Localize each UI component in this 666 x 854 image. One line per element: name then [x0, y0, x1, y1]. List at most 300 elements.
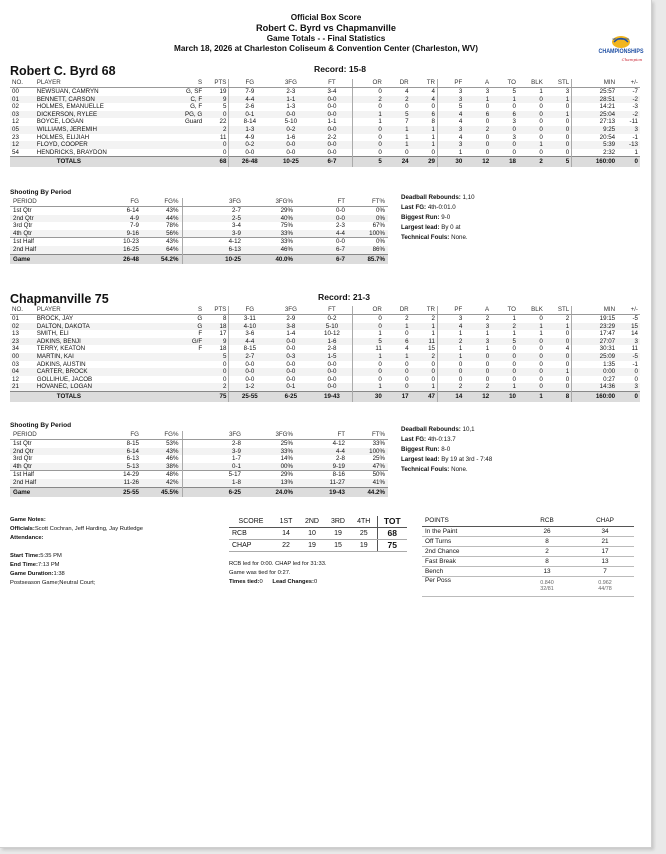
period-cell: 100% [348, 448, 388, 456]
player-cell: BROCK, JAY [36, 315, 74, 322]
player-cell: 4-10 [229, 323, 270, 331]
player-cell: 03 [10, 111, 35, 119]
player-cell: 0 [431, 148, 435, 156]
totals-cell: 5 [545, 157, 572, 168]
player-cell: 1-6 [286, 133, 296, 141]
lead-changes: 0 [313, 579, 318, 585]
period-cell: 4th Qtr [10, 463, 80, 471]
player-cell: 1 [431, 133, 435, 141]
team1-notes [401, 193, 475, 243]
player-cell: 2-2 [327, 133, 337, 141]
player-cell: 0 [464, 368, 491, 376]
player-cell: 1 [411, 141, 438, 149]
player-cell: Guard [184, 118, 203, 126]
player-cell: 0-0 [270, 368, 311, 376]
team2-title: Chapmanville 75 [10, 292, 109, 306]
period-game-cell: 6-7 [296, 254, 348, 264]
player-cell: 18 [204, 323, 229, 331]
player-cell: -13 [617, 141, 640, 149]
player-cell: 0-0 [312, 111, 353, 119]
player-cell: 19:15 [572, 315, 617, 323]
player-cell [159, 376, 204, 384]
player-cell: FLOYD, COOPER [35, 141, 159, 149]
player-row [10, 315, 640, 323]
player-cell [159, 353, 204, 361]
player-cell: 18 [219, 345, 227, 353]
points-cell: Bench [422, 566, 518, 576]
period-cell: 3-9 [182, 448, 244, 456]
player-row [10, 141, 640, 149]
period-cell: 100% [348, 230, 388, 238]
player-cell: 0 [545, 126, 572, 134]
player-cell: 20:54 [572, 134, 617, 142]
points-col-header: CHAP [576, 516, 634, 526]
period-game-row [10, 487, 388, 497]
player-cell: 2-9 [286, 315, 296, 322]
player-cell: 17 [219, 330, 227, 338]
player-cell: 4 [437, 134, 464, 142]
team1-box-table [10, 79, 640, 167]
totals-cell: 18 [491, 157, 518, 168]
period-game-cell: 44.2% [348, 487, 388, 497]
player-cell: 11 [411, 338, 438, 346]
team-note [401, 193, 475, 203]
player-cell: 5 [491, 338, 518, 346]
points-cell: 17 [576, 546, 634, 556]
player-cell: 2-3 [286, 88, 296, 95]
player-cell: 0 [518, 126, 545, 134]
player-cell: 0 [431, 103, 435, 111]
player-cell: 0 [353, 88, 384, 96]
player-cell: 4 [437, 323, 464, 331]
points-cell: 13 [576, 556, 634, 566]
game-misc: Postseason Game;Neutral Court; [10, 580, 96, 586]
player-cell: 1 [384, 126, 411, 134]
player-cell: 3 [617, 383, 640, 391]
per-poss-value: 0.962 [598, 580, 612, 586]
player-cell: 3-8 [270, 323, 311, 331]
period-cell: 2nd Half [10, 479, 80, 487]
player-cell [159, 134, 204, 142]
attendance-label: Attendance: [10, 535, 44, 541]
period-cell: 3rd Qtr [13, 222, 33, 230]
player-cell: 4-4 [229, 338, 270, 346]
player-cell: G, SF [185, 88, 203, 95]
period-col-header: 3FG [182, 198, 244, 207]
period-cell: 3rd Qtr [13, 455, 33, 463]
period-cell: 42% [142, 479, 182, 487]
player-cell: 3 [464, 338, 491, 346]
period-cell: 1st Half [10, 471, 80, 479]
player-cell: 11 [353, 345, 384, 353]
player-row [10, 383, 640, 391]
player-row [10, 111, 640, 119]
player-cell: 0 [485, 148, 490, 156]
period-row [10, 448, 388, 456]
period-cell: 11-27 [296, 479, 348, 487]
box-col-header: BLK [518, 79, 545, 88]
box-col-header: FT [312, 306, 353, 315]
score-cell: 22 [273, 539, 299, 551]
period-row [10, 230, 388, 238]
player-cell: G [159, 323, 204, 331]
period-cell: 33% [244, 448, 296, 456]
per-poss-cell [518, 576, 576, 596]
totals-cell: 0 [617, 157, 640, 168]
score-cell: CHAP [229, 539, 273, 551]
box-col-header: A [464, 79, 491, 88]
period-cell: 2-8 [182, 440, 244, 448]
player-cell: HOVANEC, LOGAN [35, 383, 159, 391]
player-cell [159, 368, 204, 376]
player-cell: 6 [384, 338, 411, 346]
player-cell: 0 [539, 345, 543, 353]
period-cell: 3-4 [182, 222, 244, 230]
period-cell: 8-16 [296, 471, 348, 479]
logo-main-text: CHAMPIONSHIPS [598, 48, 644, 55]
period-cell: 33% [372, 440, 385, 447]
player-cell: 0 [565, 118, 570, 126]
player-cell: 0 [431, 360, 435, 368]
box-col-header: NO. [10, 306, 35, 315]
box-col-header: MIN [572, 306, 617, 315]
player-cell: 34 [12, 345, 19, 353]
player-cell: 23:29 [572, 323, 617, 331]
player-cell: 0-1 [270, 383, 311, 391]
period-cell: 00% [244, 463, 296, 471]
box-col-header: PLAYER [35, 306, 159, 315]
points-row [422, 546, 634, 556]
player-cell: 0-0 [286, 375, 296, 383]
player-cell: 1 [353, 118, 384, 126]
player-cell: 1 [411, 126, 438, 134]
player-cell: 6 [464, 111, 491, 119]
points-table [422, 516, 634, 597]
player-cell: 2-6 [229, 103, 270, 111]
player-cell: 0 [539, 375, 543, 383]
score-col-header: 2ND [299, 516, 325, 527]
player-cell: 0-2 [229, 141, 270, 149]
box-col-header: 3FG [270, 306, 311, 315]
player-cell: -5 [617, 353, 640, 361]
player-cell: 23 [10, 338, 35, 346]
totals-cell: 160:00 [572, 391, 617, 402]
player-cell: 1 [384, 141, 411, 149]
player-cell: 0 [485, 375, 490, 383]
player-cell: 0-0 [286, 345, 296, 353]
player-cell: -1 [632, 360, 638, 368]
totals-cell: 6-25 [270, 391, 311, 402]
period-col-header: FG [80, 198, 142, 207]
player-cell: 3 [437, 126, 464, 134]
team-note-value: 10,1 [460, 426, 475, 433]
points-cell: Fast Break [422, 556, 518, 566]
player-cell: MARTIN, KAI [35, 353, 159, 361]
points-col-header: RCB [518, 516, 576, 526]
score-cell: 19 [351, 539, 377, 551]
totals-cell: 24 [384, 157, 411, 168]
player-cell: 1-4 [286, 330, 296, 338]
player-cell: 0 [485, 118, 490, 126]
player-cell: 0 [204, 111, 229, 119]
player-cell: TERRY, KEATON [36, 345, 86, 353]
period-col-header: FT [296, 198, 348, 207]
box-col-header: TO [491, 306, 518, 315]
box-col-header: TR [411, 306, 438, 315]
period-col-header: 3FG% [244, 431, 296, 440]
period-col-header: FT% [348, 198, 388, 207]
box-col-header: DR [384, 306, 411, 315]
period-row [10, 440, 388, 448]
player-cell: 0 [464, 141, 491, 149]
player-cell: 1-5 [312, 353, 353, 361]
player-cell: 25:04 [572, 111, 617, 119]
player-cell: 02 [12, 103, 19, 111]
box-col-header: S [159, 306, 204, 315]
period-cell: 0% [348, 215, 388, 223]
team-note-value: 1,10 [460, 194, 475, 201]
period-row [10, 463, 388, 471]
period-row [10, 479, 388, 487]
player-cell: 01 [10, 96, 35, 104]
period-cell: 1st Half [10, 238, 80, 246]
player-cell: 0:27 [572, 376, 617, 384]
period-cell: 29% [244, 471, 296, 479]
period-cell: 2-5 [182, 215, 244, 223]
period-cell: 4-4 [296, 448, 348, 456]
player-row [10, 126, 640, 134]
points-cell: 21 [576, 536, 634, 546]
player-cell [159, 126, 204, 134]
period-cell: 2nd Half [10, 246, 80, 254]
player-cell: 1 [545, 368, 572, 376]
period-game-cell: 54.2% [142, 254, 182, 264]
period-cell: 33% [244, 230, 296, 238]
player-cell: 6 [491, 111, 518, 119]
player-cell: 2 [485, 315, 490, 322]
box-header-row [10, 306, 640, 315]
period-game-row [10, 254, 388, 264]
totals-cell [159, 391, 204, 402]
team-note-value: None. [449, 234, 468, 241]
period-col-header: FG% [142, 198, 182, 207]
period-game-cell: 25-55 [80, 487, 142, 497]
player-cell: 0 [485, 133, 490, 141]
score-cell: RCB [229, 527, 273, 539]
totals-cell: 29 [411, 157, 438, 168]
player-cell: 3 [437, 88, 464, 96]
totals-cell: 6-7 [312, 157, 353, 168]
player-cell: -1 [632, 133, 638, 141]
player-cell: 19 [219, 88, 227, 95]
lead-summary: RCB led for 0:00. CHAP led for 31:33. [229, 561, 327, 567]
player-cell: 0 [545, 338, 572, 346]
score-row [229, 539, 407, 551]
team1-record: Record: 15-8 [314, 64, 367, 74]
team1-shooting-title: Shooting By Period [10, 189, 72, 196]
team-note-label: Last FG: [401, 204, 427, 211]
period-cell: 4-4 [296, 230, 348, 238]
player-cell: 0 [565, 133, 570, 141]
team-note [401, 233, 475, 243]
box-col-header: +/- [617, 79, 640, 88]
team-note-value: By 19 at 3rd - 7:48 [439, 456, 493, 463]
player-row [10, 338, 640, 346]
player-cell: 1-3 [286, 103, 296, 111]
totals-cell: 68 [204, 157, 229, 168]
player-row [10, 345, 640, 353]
player-cell: 12 [10, 141, 35, 149]
player-cell: 0 [518, 338, 545, 346]
player-cell: 0 [405, 148, 409, 156]
player-cell: 10-12 [324, 330, 340, 338]
player-cell: 7 [405, 118, 409, 126]
period-cell: 1-8 [182, 479, 244, 487]
player-row [10, 134, 640, 142]
team-note [401, 203, 475, 213]
period-game-cell: Game [10, 487, 80, 497]
totals-cell: 26-48 [229, 157, 270, 168]
player-cell: 2 [405, 315, 409, 322]
per-poss-cell [576, 576, 634, 596]
game-notes [10, 516, 220, 588]
totals-cell: 12 [464, 157, 491, 168]
player-cell: 0 [518, 96, 545, 104]
player-cell: 14:36 [572, 383, 617, 391]
player-cell: 1 [384, 323, 411, 331]
player-cell: 7-9 [229, 88, 270, 96]
player-cell: 00 [12, 88, 19, 95]
player-cell: 0 [353, 368, 384, 376]
box-col-header: PTS [204, 306, 229, 315]
totals-cell: TOTALS [35, 391, 159, 402]
period-cell: 5-17 [182, 471, 244, 479]
player-cell: 4 [405, 345, 409, 353]
totals-cell: 5 [353, 157, 384, 168]
totals-cell: 12 [464, 391, 491, 402]
player-cell: 0 [512, 360, 516, 368]
per-poss-row [422, 576, 634, 596]
player-cell: 2 [431, 315, 435, 322]
player-cell: 1 [437, 345, 464, 353]
period-game-cell: 45.5% [142, 487, 182, 497]
player-cell: 0 [512, 148, 516, 156]
logo-script-text: Champion [621, 57, 643, 62]
period-cell: 2nd Qtr [10, 448, 80, 456]
player-cell: 2 [204, 383, 229, 391]
score-cell: 75 [377, 539, 407, 551]
box-col-header: BLK [518, 306, 545, 315]
player-row [10, 88, 640, 96]
score-cell: 15 [325, 539, 351, 551]
player-cell: 0 [565, 360, 570, 368]
team-note-label: Biggest Run: [401, 214, 440, 221]
team-note-value: By 0 at [439, 224, 461, 231]
period-cell: 0-0 [296, 215, 348, 223]
player-cell: 4-4 [229, 96, 270, 104]
player-cell: HOLMES, ELIJIAH [36, 133, 90, 141]
box-col-header: TO [491, 79, 518, 88]
player-cell: 5 [204, 353, 229, 361]
team-note [401, 223, 475, 233]
player-cell: 8-14 [229, 118, 270, 126]
period-cell: 10-23 [80, 238, 142, 246]
player-row [10, 96, 640, 104]
report-header [0, 13, 652, 55]
points-cell: 8 [518, 536, 576, 546]
totals-cell: 160:00 [572, 157, 617, 168]
player-cell: 5-10 [284, 118, 298, 126]
period-game-cell: 40.0% [244, 254, 296, 264]
per-poss-fraction: 32/81 [540, 586, 554, 592]
box-col-header: PLAYER [35, 79, 159, 88]
player-cell: 17:47 [572, 330, 617, 338]
box-col-header: OR [353, 79, 384, 88]
player-cell: 1 [353, 111, 384, 119]
team-note-label: Technical Fouls: [401, 234, 450, 241]
team-note-value: 8-0 [439, 446, 451, 453]
player-cell: 14:21 [572, 103, 617, 111]
player-cell: 1-1 [270, 96, 311, 104]
player-cell: 0-3 [270, 353, 311, 361]
period-game-cell: 85.7% [348, 254, 388, 264]
player-cell: DICKERSON, RYLEE [35, 111, 159, 119]
lead-changes-label: Lead Changes: [272, 579, 314, 585]
box-col-header: PTS [204, 79, 229, 88]
period-cell: 41% [348, 479, 388, 487]
player-cell: 0 [565, 375, 570, 383]
team-note [401, 465, 492, 475]
player-cell: 0 [539, 360, 543, 368]
player-cell: 5 [512, 88, 516, 95]
player-cell: 1 [437, 149, 464, 157]
period-cell: 13% [244, 479, 296, 487]
period-cell: 6-13 [182, 246, 244, 254]
player-cell: 4-9 [229, 134, 270, 142]
period-game-cell: 26-48 [80, 254, 142, 264]
period-cell: 0-0 [336, 207, 345, 214]
player-cell: 1 [545, 96, 572, 104]
player-cell: BENNETT, CARSON [35, 96, 159, 104]
end-time: 7:13 PM [37, 562, 60, 568]
player-cell: 0-0 [312, 96, 353, 104]
player-cell: 0 [491, 126, 518, 134]
player-cell: ADKINS, AUSTIN [36, 360, 86, 368]
period-header-row [10, 431, 388, 440]
period-cell: 43% [166, 207, 179, 214]
player-cell: 1 [539, 330, 543, 338]
team-note-value: None. [449, 466, 468, 473]
player-cell: 4 [431, 88, 435, 95]
player-cell: 5:39 [572, 141, 617, 149]
player-cell: 3 [512, 133, 516, 141]
player-cell: -7 [632, 88, 638, 95]
player-cell: 0 [353, 315, 384, 323]
score-info [229, 560, 429, 587]
player-cell: 2 [437, 338, 464, 346]
period-cell: 9-19 [296, 463, 348, 471]
player-cell: 3 [437, 96, 464, 104]
player-cell: 0-0 [270, 338, 311, 346]
period-cell: 86% [348, 246, 388, 254]
player-cell: 3 [617, 338, 640, 346]
player-cell: 1 [437, 330, 464, 338]
period-col-header: FT% [348, 431, 388, 440]
score-col-header: 4TH [351, 516, 377, 527]
player-cell: 1 [491, 96, 518, 104]
player-cell: 2 [565, 315, 570, 322]
team2-record: Record: 21-3 [318, 292, 371, 302]
